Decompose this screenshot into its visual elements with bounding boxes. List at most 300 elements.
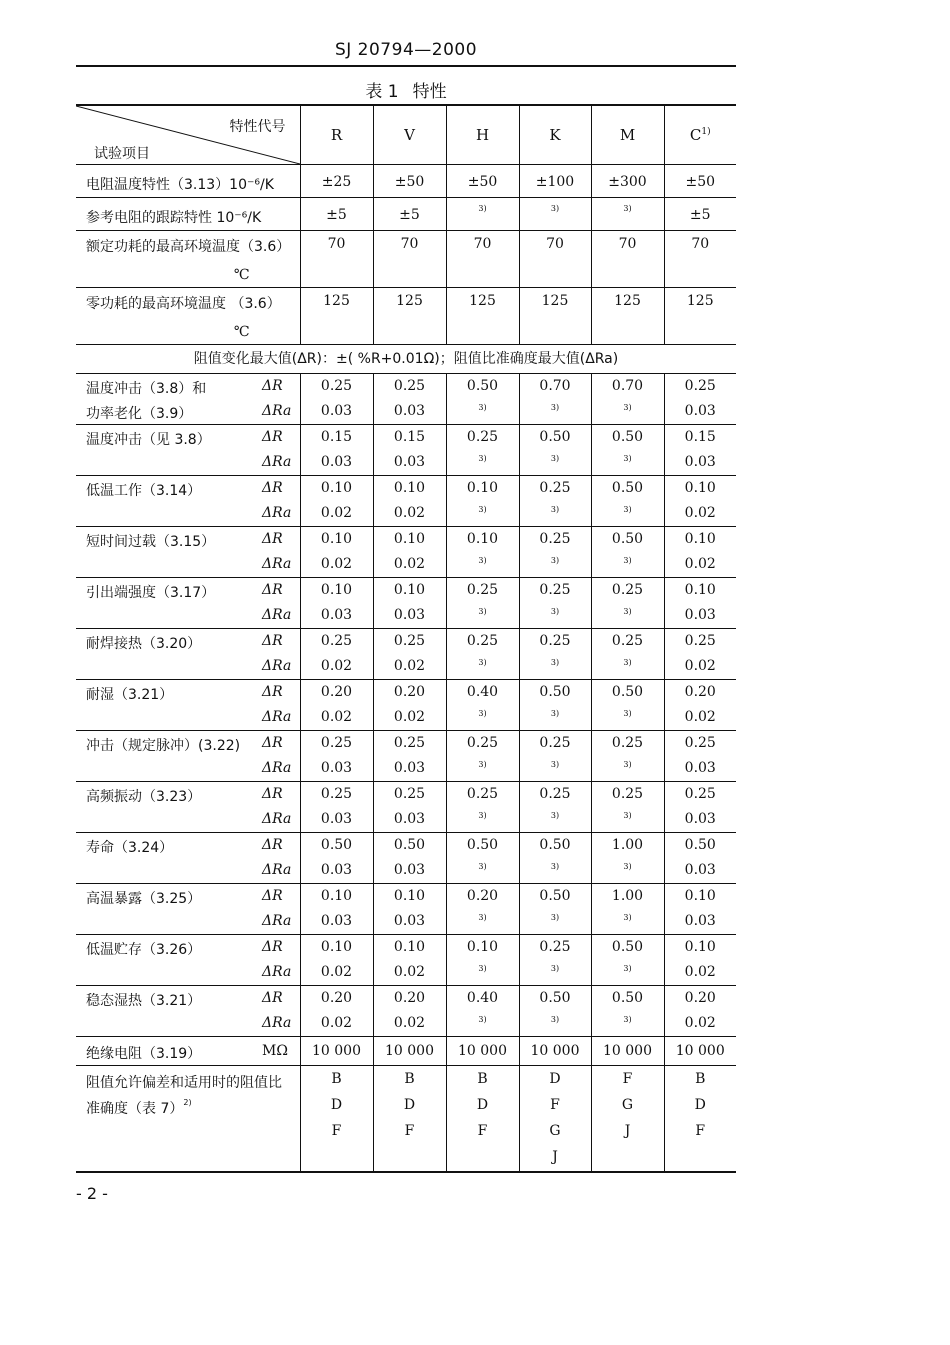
delta-r-value: 0.10: [393, 888, 426, 904]
value-cell: [591, 884, 664, 935]
delta-ra-value: 0.02: [320, 1015, 353, 1031]
insulation-value: 10 000: [446, 1037, 519, 1066]
tolerance-code: D: [330, 1097, 343, 1113]
test-label-cell: [76, 374, 300, 425]
value-cell: [446, 935, 519, 986]
delta-r-value: 0.10: [320, 888, 353, 904]
delta-ra-value: 0.02: [393, 556, 426, 572]
delta-r-symbol: ΔR: [262, 378, 283, 394]
test-label-cell: [76, 833, 300, 884]
delta-r-symbol: ΔR: [262, 888, 283, 904]
corner-top-label: 特性代号: [229, 119, 286, 135]
delta-ra-value: 3): [623, 760, 632, 769]
code-C: $C^{1)}$: [664, 105, 736, 165]
table-title: 特性: [412, 82, 447, 102]
value-cell: [519, 782, 591, 833]
delta-r-value: 0.50: [684, 837, 716, 853]
delta-r-value: 0.25: [611, 735, 644, 751]
delta-r-value: 0.50: [539, 990, 571, 1006]
delta-r-value: 0.20: [684, 990, 716, 1006]
header-rule: [76, 65, 736, 67]
delta-r-value: 0.50: [611, 939, 644, 955]
delta-r-value: 0.25: [320, 378, 353, 394]
value-cell: [373, 527, 446, 578]
delta-ra-symbol: ΔRa: [262, 1015, 292, 1031]
delta-ra-value: 0.02: [320, 964, 353, 980]
test-label: 寿命（3.24）: [86, 840, 174, 856]
test-label: 高温暴露（3.25）: [86, 891, 202, 907]
tolerance-label-line1: 阻值允许偏差和适用时的阻值比: [86, 1075, 282, 1091]
insulation-value: 10 000: [664, 1037, 736, 1066]
test-row: [76, 680, 736, 731]
delta-r-value: 0.25: [539, 480, 571, 496]
insulation-unit: MΩ: [262, 1043, 288, 1059]
delta-ra-symbol: ΔRa: [262, 556, 292, 572]
delta-ra-value: 0.03: [684, 454, 716, 470]
top-row: [76, 231, 736, 288]
delta-ra-value: 0.03: [320, 607, 353, 623]
tolerance-code: D: [694, 1097, 706, 1113]
delta-r-value: 0.50: [393, 837, 426, 853]
value-cell: [519, 680, 591, 731]
delta-r-value: 0.20: [320, 990, 353, 1006]
value-cell: [591, 527, 664, 578]
delta-ra-value: 3): [623, 403, 632, 412]
delta-r-value: 0.25: [539, 582, 571, 598]
delta-ra-symbol: ΔRa: [262, 607, 292, 623]
delta-r-value: 0.25: [539, 939, 571, 955]
delta-r-symbol: ΔR: [262, 735, 283, 751]
tolerance-code: B: [404, 1071, 415, 1087]
delta-r-value: 0.25: [466, 786, 499, 802]
value-cell: [519, 884, 591, 935]
test-row: [76, 476, 736, 527]
value-cell: ±50: [664, 165, 736, 198]
top-row: [76, 198, 736, 231]
tolerance-code: D: [549, 1071, 561, 1087]
value-cell: [519, 833, 591, 884]
value-cell: [373, 476, 446, 527]
value-cell: [373, 833, 446, 884]
value-cell: 125: [373, 288, 446, 345]
test-label-cell: [76, 680, 300, 731]
tolerance-code: F: [695, 1123, 706, 1139]
delta-r-value: 0.20: [684, 684, 716, 700]
delta-r-value: 0.10: [393, 582, 426, 598]
test-label-cell: [76, 527, 300, 578]
delta-ra-value: 0.03: [393, 607, 426, 623]
delta-ra-symbol: ΔRa: [262, 454, 292, 470]
header-row: [76, 105, 736, 165]
value-cell: ±300: [591, 165, 664, 198]
delta-r-value: 0.25: [320, 786, 353, 802]
value-cell: [591, 935, 664, 986]
delta-r-value: 0.25: [611, 786, 644, 802]
value-cell: [446, 425, 519, 476]
value-cell: ±5: [373, 198, 446, 231]
value-cell: [519, 935, 591, 986]
mid-heading: 阻值变化最大值(ΔR)：±( %R+0.01Ω)；阻值比准确度最大值(ΔRa): [76, 345, 736, 374]
delta-r-value: 0.25: [320, 735, 353, 751]
value-cell: [373, 782, 446, 833]
test-label-cell: [76, 731, 300, 782]
insulation-value: 10 000: [591, 1037, 664, 1066]
test-label-cell: [76, 425, 300, 476]
delta-r-symbol: ΔR: [262, 837, 283, 853]
value-cell: [300, 833, 373, 884]
value-cell: [591, 374, 664, 425]
delta-ra-value: 0.03: [393, 862, 426, 878]
value-cell: [664, 884, 736, 935]
value-cell: [519, 629, 591, 680]
delta-r-value: 0.50: [611, 531, 644, 547]
test-label: 耐焊接热（3.20）: [86, 636, 202, 652]
value-cell: 70: [591, 231, 664, 288]
row-label-cell: [76, 198, 300, 231]
test-row: [76, 425, 736, 476]
delta-ra-symbol: ΔRa: [262, 964, 292, 980]
value-cell: [664, 986, 736, 1037]
value-cell: ±50: [373, 165, 446, 198]
delta-r-value: 0.10: [393, 480, 426, 496]
value-cell: 3): [591, 198, 664, 231]
code-V: V: [373, 105, 446, 165]
tolerance-code: F: [550, 1097, 560, 1113]
delta-ra-value: 3): [478, 505, 487, 514]
tolerance-cell: [446, 1066, 519, 1173]
value-cell: [373, 374, 446, 425]
test-label: 引出端强度（3.17）: [86, 585, 216, 601]
delta-r-value: 0.25: [393, 735, 426, 751]
delta-ra-value: 0.03: [320, 862, 353, 878]
delta-r-symbol: ΔR: [262, 939, 283, 955]
delta-r-value: 1.00: [611, 837, 644, 853]
value-cell: [373, 578, 446, 629]
value-cell: [373, 884, 446, 935]
delta-ra-value: 0.03: [393, 913, 426, 929]
delta-r-value: 0.25: [684, 786, 716, 802]
test-row: [76, 731, 736, 782]
value-cell: [591, 680, 664, 731]
insulation-label-cell: [76, 1037, 300, 1066]
row-label: 零功耗的最高环境温度 （3.6）: [86, 296, 281, 312]
test-label: 低温工作（3.14）: [86, 483, 202, 499]
value-cell: [373, 986, 446, 1037]
row-label-cell: [76, 231, 300, 288]
test-label-cell: [76, 935, 300, 986]
insulation-value: 10 000: [373, 1037, 446, 1066]
delta-ra-symbol: ΔRa: [262, 760, 292, 776]
value-cell: [591, 782, 664, 833]
delta-r-value: 0.10: [684, 480, 716, 496]
value-cell: [664, 833, 736, 884]
value-cell: [300, 782, 373, 833]
delta-r-value: 0.25: [611, 582, 644, 598]
page-number: - 2 -: [76, 1184, 108, 1203]
delta-r-value: 0.10: [393, 531, 426, 547]
delta-ra-value: 3): [623, 862, 632, 871]
tolerance-label-cell: [76, 1066, 300, 1173]
delta-ra-value: 3): [623, 454, 632, 463]
delta-r-symbol: ΔR: [262, 786, 283, 802]
delta-ra-symbol: ΔRa: [262, 505, 292, 521]
delta-ra-value: 0.03: [320, 403, 353, 419]
delta-ra-value: 0.02: [393, 658, 426, 674]
delta-r-symbol: ΔR: [262, 633, 283, 649]
value-cell: [373, 425, 446, 476]
delta-r-value: 0.50: [466, 837, 499, 853]
delta-ra-value: 3): [550, 1015, 560, 1024]
test-label-cell: [76, 476, 300, 527]
value-cell: [446, 527, 519, 578]
delta-r-symbol: ΔR: [262, 684, 283, 700]
tolerance-label-line2: 准确度（表 7）$^{2)}$: [86, 1098, 192, 1117]
table-number: 表 1: [365, 82, 399, 102]
tolerance-code: J: [552, 1149, 558, 1165]
delta-r-value: 0.50: [539, 684, 571, 700]
value-cell: 125: [591, 288, 664, 345]
value-cell: [300, 374, 373, 425]
value-cell: [300, 578, 373, 629]
delta-r-value: 0.10: [320, 531, 353, 547]
value-cell: [446, 680, 519, 731]
delta-ra-value: 3): [550, 505, 560, 514]
delta-r-value: 0.25: [539, 786, 571, 802]
delta-r-symbol: ΔR: [262, 990, 283, 1006]
tolerance-code: G: [621, 1097, 634, 1113]
mid-heading-row: [76, 345, 736, 374]
tolerance-cell: [300, 1066, 373, 1173]
delta-ra-value: 3): [550, 964, 560, 973]
value-cell: [664, 425, 736, 476]
delta-r-value: 0.10: [684, 582, 716, 598]
delta-r-value: 0.25: [466, 633, 499, 649]
value-cell: [591, 731, 664, 782]
delta-ra-value: 3): [550, 913, 560, 922]
value-cell: [591, 578, 664, 629]
value-cell: [664, 782, 736, 833]
delta-ra-value: 3): [550, 607, 560, 616]
delta-ra-symbol: ΔRa: [262, 811, 292, 827]
tolerance-code: G: [549, 1123, 561, 1139]
delta-r-value: 0.10: [466, 480, 499, 496]
delta-ra-value: 0.02: [393, 709, 426, 725]
tolerance-code: D: [476, 1097, 489, 1113]
row-label-cell: [76, 165, 300, 198]
test-row: [76, 986, 736, 1037]
delta-r-value: 0.10: [320, 480, 353, 496]
test-label-cell: [76, 884, 300, 935]
tolerance-code: B: [331, 1071, 342, 1087]
value-cell: 70: [519, 231, 591, 288]
delta-ra-value: 0.03: [393, 760, 426, 776]
value-cell: [664, 935, 736, 986]
value-cell: 3): [519, 198, 591, 231]
value-cell: [300, 986, 373, 1037]
value-cell: [446, 374, 519, 425]
value-cell: [300, 527, 373, 578]
value-cell: [300, 731, 373, 782]
delta-ra-value: 3): [623, 658, 632, 667]
top-row: [76, 288, 736, 345]
tolerance-code: D: [403, 1097, 416, 1113]
delta-ra-value: 0.02: [320, 709, 353, 725]
delta-ra-value: 3): [478, 1015, 487, 1024]
value-cell: [519, 374, 591, 425]
delta-ra-value: 3): [550, 709, 560, 718]
test-label-cell: [76, 578, 300, 629]
delta-ra-value: 0.02: [684, 709, 716, 725]
delta-ra-value: 0.03: [684, 811, 716, 827]
test-label-cell: [76, 782, 300, 833]
delta-ra-value: 3): [550, 658, 560, 667]
test-row: [76, 833, 736, 884]
delta-r-value: 0.25: [393, 378, 426, 394]
value-cell: [373, 629, 446, 680]
delta-r-symbol: ΔR: [262, 582, 283, 598]
delta-r-value: 0.15: [684, 429, 716, 445]
delta-ra-value: 0.03: [393, 811, 426, 827]
delta-ra-value: 3): [478, 913, 487, 922]
test-label: 耐湿（3.21）: [86, 687, 174, 703]
test-row: [76, 782, 736, 833]
test-label-cell: [76, 629, 300, 680]
test-label: 稳态湿热（3.21）: [86, 993, 202, 1009]
value-cell: [446, 782, 519, 833]
table-caption: [76, 77, 736, 102]
top-row: [76, 165, 736, 198]
delta-ra-value: 0.02: [393, 964, 426, 980]
delta-ra-value: 3): [623, 964, 632, 973]
value-cell: [664, 629, 736, 680]
test-label-cont: 功率老化（3.9）: [86, 406, 193, 422]
value-cell: [446, 986, 519, 1037]
tolerance-cell: [664, 1066, 736, 1173]
delta-r-value: 0.25: [539, 531, 571, 547]
delta-ra-value: 0.02: [684, 505, 716, 521]
value-cell: [519, 476, 591, 527]
tolerance-code: F: [331, 1123, 342, 1139]
delta-ra-value: 3): [550, 556, 560, 565]
delta-ra-value: 3): [623, 913, 632, 922]
delta-ra-symbol: ΔRa: [262, 403, 292, 419]
delta-r-value: 0.10: [684, 888, 716, 904]
test-label: 短时间过载（3.15）: [86, 534, 216, 550]
value-cell: [664, 476, 736, 527]
tolerance-code: F: [404, 1123, 415, 1139]
delta-r-value: 0.25: [466, 429, 499, 445]
delta-r-value: 0.25: [539, 633, 571, 649]
delta-ra-value: 3): [550, 403, 560, 412]
tolerance-footnote: 2): [183, 1098, 192, 1107]
delta-ra-value: 0.02: [684, 1015, 716, 1031]
characteristics-table: [76, 104, 736, 1173]
delta-r-value: 0.25: [466, 735, 499, 751]
delta-ra-value: 3): [478, 760, 487, 769]
value-cell: [591, 425, 664, 476]
delta-ra-value: 3): [550, 454, 560, 463]
delta-ra-value: 0.03: [684, 607, 716, 623]
row-label: 参考电阻的跟踪特性 10⁻⁶/K: [86, 210, 262, 226]
value-cell: [664, 578, 736, 629]
value-cell: ±5: [300, 198, 373, 231]
value-cell: 70: [300, 231, 373, 288]
value-cell: [664, 680, 736, 731]
delta-ra-value: 3): [478, 607, 487, 616]
row-label-cell: [76, 288, 300, 345]
delta-r-value: 0.25: [320, 633, 353, 649]
value-cell: ±100: [519, 165, 591, 198]
value-cell: 125: [664, 288, 736, 345]
delta-ra-value: 3): [550, 760, 560, 769]
delta-ra-symbol: ΔRa: [262, 709, 292, 725]
delta-r-value: 0.25: [539, 735, 571, 751]
delta-ra-value: 0.03: [320, 760, 353, 776]
delta-r-value: 0.25: [393, 633, 426, 649]
tolerance-row: [76, 1066, 736, 1173]
value-cell: [519, 527, 591, 578]
insulation-value: 10 000: [519, 1037, 591, 1066]
delta-ra-value: 3): [623, 1015, 632, 1024]
tolerance-cell: [519, 1066, 591, 1173]
delta-r-value: 0.50: [320, 837, 353, 853]
delta-ra-value: 3): [478, 556, 487, 565]
tolerance-code: F: [477, 1123, 488, 1139]
value-cell: [591, 986, 664, 1037]
value-cell: [664, 374, 736, 425]
delta-ra-value: 0.03: [393, 454, 426, 470]
delta-r-value: 0.70: [611, 378, 644, 394]
delta-ra-value: 0.02: [320, 505, 353, 521]
value-cell: [664, 731, 736, 782]
delta-r-value: 0.10: [466, 939, 499, 955]
delta-ra-value: 0.03: [684, 403, 716, 419]
delta-r-value: 0.25: [466, 582, 499, 598]
delta-ra-value: 0.02: [393, 1015, 426, 1031]
row-unit: ℃: [233, 267, 250, 283]
delta-r-value: 0.50: [611, 429, 644, 445]
value-cell: [446, 629, 519, 680]
delta-ra-value: 3): [623, 505, 632, 514]
test-label: 低温贮存（3.26）: [86, 942, 202, 958]
delta-r-value: 0.25: [684, 633, 716, 649]
test-row: [76, 935, 736, 986]
delta-ra-value: 0.03: [320, 913, 353, 929]
delta-r-value: 0.50: [539, 429, 571, 445]
delta-ra-value: 3): [623, 607, 632, 616]
delta-ra-value: 3): [478, 454, 487, 463]
tolerance-cell: [373, 1066, 446, 1173]
delta-ra-value: 3): [478, 862, 487, 871]
delta-r-value: 0.10: [393, 939, 426, 955]
value-cell: [300, 425, 373, 476]
value-cell: [446, 578, 519, 629]
delta-ra-value: 0.03: [684, 862, 716, 878]
value-cell: ±5: [664, 198, 736, 231]
value-cell: ±25: [300, 165, 373, 198]
delta-ra-value: 0.02: [393, 505, 426, 521]
value-cell: [446, 731, 519, 782]
delta-r-value: 0.15: [320, 429, 353, 445]
delta-r-value: 0.10: [684, 939, 716, 955]
tolerance-code: B: [477, 1071, 488, 1087]
value-cell: ±50: [446, 165, 519, 198]
value-cell: 70: [446, 231, 519, 288]
test-label: 高频振动（3.23）: [86, 789, 202, 805]
value-cell: 3): [446, 198, 519, 231]
test-row: [76, 527, 736, 578]
delta-ra-value: 3): [478, 811, 487, 820]
